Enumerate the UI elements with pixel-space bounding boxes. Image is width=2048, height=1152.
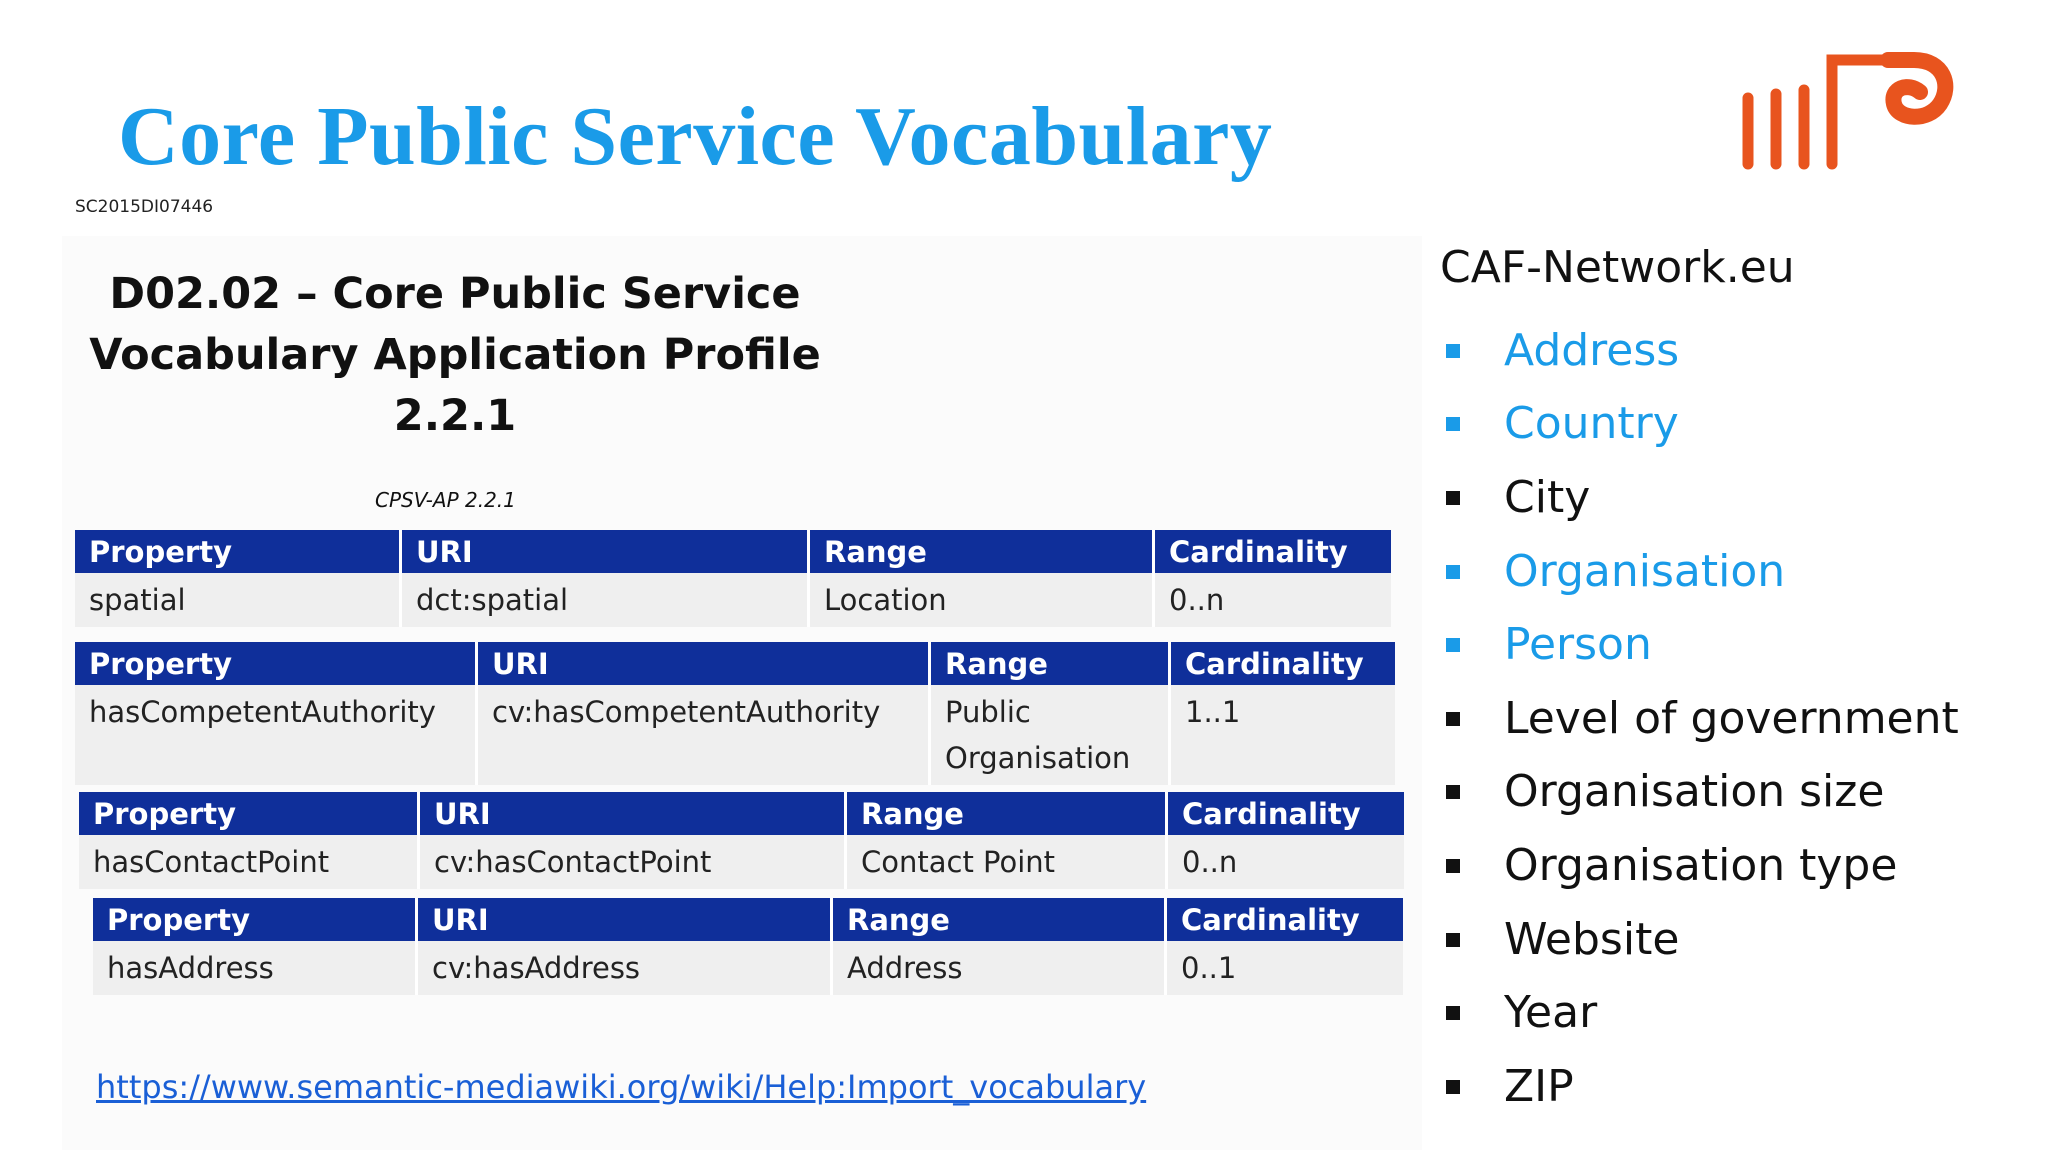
list-item-label: Year: [1504, 987, 1598, 1039]
square-bullet-icon: [1446, 417, 1460, 431]
list-item-label: ZIP: [1504, 1060, 1574, 1112]
header-cell: Range: [847, 792, 1168, 835]
document-heading-line: Vocabulary Application Profile: [89, 330, 821, 380]
list-item: [1440, 756, 1959, 830]
square-bullet-icon: [1446, 859, 1460, 873]
header-cell: Property: [79, 792, 420, 835]
header-cell: Cardinality: [1171, 642, 1395, 685]
import-vocabulary-link[interactable]: https://www.semantic-mediawiki.org/wiki/Help:Import_vocabulary: [96, 1068, 1147, 1106]
list-item: [1440, 682, 1959, 756]
square-bullet-icon: [1446, 1080, 1460, 1094]
table-cell: Public Organisation: [931, 685, 1171, 785]
property-table-contact-point: [79, 792, 1404, 889]
document-heading-line: D02.02 – Core Public Service: [109, 269, 801, 319]
header-cell: Cardinality: [1155, 530, 1391, 573]
list-item: [1440, 461, 1959, 535]
table-header-row: [75, 642, 1395, 685]
table-header-row: [93, 898, 1403, 941]
header-cell: Property: [75, 642, 478, 685]
table-header-row: [75, 530, 1391, 573]
table-cell: Location: [810, 573, 1155, 627]
list-item-label: Organisation size: [1504, 766, 1885, 818]
document-heading: [60, 264, 850, 447]
list-item: [1440, 535, 1959, 609]
square-bullet-icon: [1446, 491, 1460, 505]
table-cell: 0..n: [1155, 573, 1391, 627]
list-item-label: Person: [1504, 619, 1652, 671]
header-cell: URI: [420, 792, 847, 835]
square-bullet-icon: [1446, 712, 1460, 726]
square-bullet-icon: [1446, 785, 1460, 799]
table-cell: hasContactPoint: [79, 835, 420, 889]
list-item-label: Website: [1504, 913, 1680, 965]
table-row: [75, 685, 1395, 785]
site-label: CAF-Network.eu: [1440, 242, 1795, 293]
square-bullet-icon: [1446, 933, 1460, 947]
table-cell: Address: [833, 941, 1167, 995]
header-cell: Range: [931, 642, 1171, 685]
table-cell: dct:spatial: [402, 573, 810, 627]
square-bullet-icon: [1446, 344, 1460, 358]
list-item: [1440, 1050, 1959, 1124]
property-table-address: [93, 898, 1403, 995]
table-row: [75, 573, 1391, 627]
list-item: [1440, 829, 1959, 903]
property-table-spatial: [75, 530, 1391, 627]
table-cell: 1..1: [1171, 685, 1395, 785]
header-cell: Range: [810, 530, 1155, 573]
document-caption: CPSV-AP 2.2.1: [375, 488, 516, 512]
table-cell: hasAddress: [93, 941, 418, 995]
list-item-label: Address: [1504, 324, 1680, 376]
header-cell: Cardinality: [1168, 792, 1404, 835]
document-heading-line: 2.2.1: [393, 391, 517, 441]
table-header-row: [79, 792, 1404, 835]
header-cell: URI: [478, 642, 931, 685]
table-cell: cv:hasContactPoint: [420, 835, 847, 889]
square-bullet-icon: [1446, 1006, 1460, 1020]
header-cell: Range: [833, 898, 1167, 941]
header-cell: URI: [418, 898, 833, 941]
list-item-label: Organisation: [1504, 545, 1786, 597]
table-cell: 0..n: [1168, 835, 1404, 889]
table-cell: Contact Point: [847, 835, 1168, 889]
header-cell: Property: [93, 898, 418, 941]
header-cell: Cardinality: [1167, 898, 1403, 941]
table-row: [79, 835, 1404, 889]
slide-title: Core Public Service Vocabulary: [118, 90, 1273, 183]
table-cell: hasCompetentAuthority: [75, 685, 478, 785]
list-item-label: Country: [1504, 398, 1679, 450]
table-cell: 0..1: [1167, 941, 1403, 995]
header-cell: URI: [402, 530, 810, 573]
square-bullet-icon: [1446, 565, 1460, 579]
list-item: [1440, 976, 1959, 1050]
property-table-competent-authority: [75, 642, 1395, 785]
table-cell: cv:hasCompetentAuthority: [478, 685, 931, 785]
table-cell: spatial: [75, 573, 402, 627]
table-row: [93, 941, 1403, 995]
document-id: SC2015DI07446: [75, 197, 214, 217]
list-item: [1440, 388, 1959, 462]
organisation-logo-icon: [1738, 46, 1958, 176]
header-cell: Property: [75, 530, 402, 573]
square-bullet-icon: [1446, 638, 1460, 652]
list-item: [1440, 314, 1959, 388]
list-item-label: Organisation type: [1504, 839, 1898, 891]
list-item-label: Level of government: [1504, 692, 1959, 744]
list-item: [1440, 903, 1959, 977]
list-item-label: City: [1504, 471, 1591, 523]
list-item: [1440, 608, 1959, 682]
table-cell: cv:hasAddress: [418, 941, 833, 995]
vocabulary-list: [1440, 314, 1959, 1124]
